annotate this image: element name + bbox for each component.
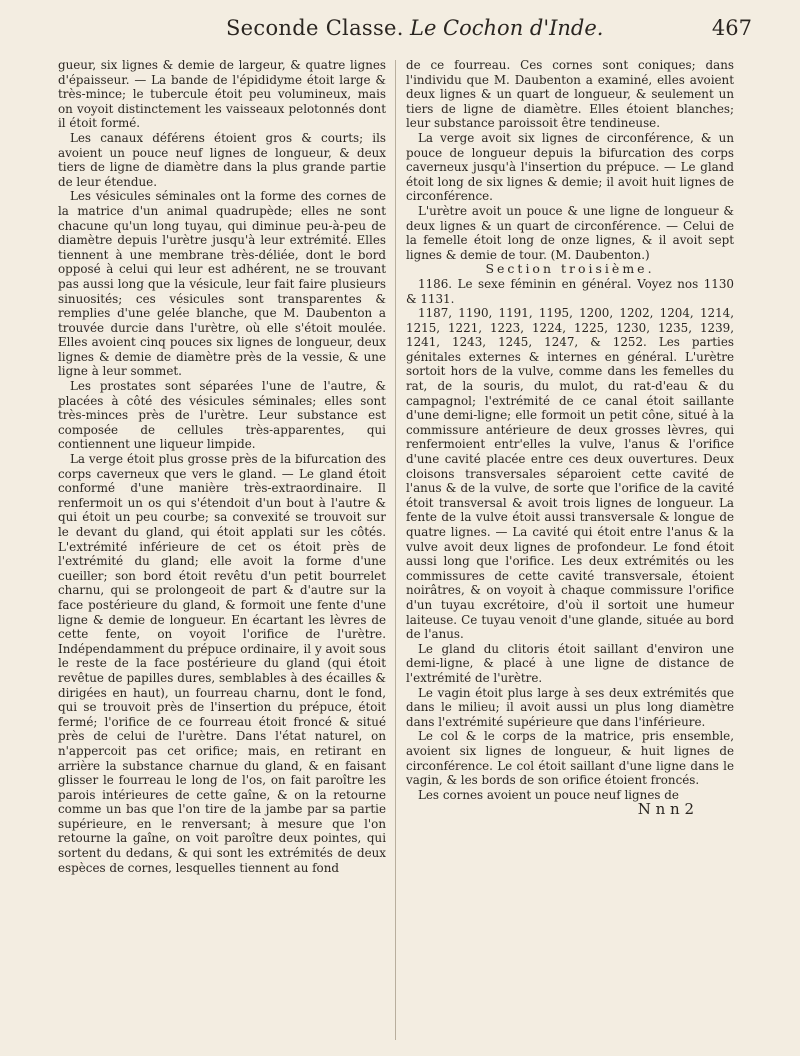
- paragraph: La verge étoit plus grosse près de la bifurcation des corps caverneux que vers le gland. — Le gland étoit conformé d'une manière très-extraordinaire. Il renfermoit un os qui s'étendoit d'un bout à l'autre & qui étoit un peu courbe; sa convexité se trouvoit sur le devant du gland, qui étoit applati sur les côtés. L'extrémité inférieure de cet os étoit près de l'extrémité du gland; elle avoit la forme d'une cueiller; son bord étoit revêtu d'un petit bourrelet charnu, qui se prolongeoit de part & d'autre sur la face postérieure du gland, & formoit une fente d'une ligne & demie de longueur. En écartant les lèvres de cette fente, on voyoit l'orifice de l'urètre. Indépendamment du prépuce ordinaire, il y avoit sous le reste de la face postérieure du gland (qui étoit revêtue de papilles dures, semblables à des écailles & dirigées en haut), un fourreau charnu, dont le fond, qui se trouvoit près de l'insertion du prépuce, étoit fermé; l'orifice de ce fourreau étoit froncé & situé près de celui de l'urètre. Dans l'état naturel, on n'appercoit pas cet orifice; mais, en retirant en arrière la substance charnue du gland, & en faisant glisser le fourreau le long de l'os, on fait paroître les parois intérieures de cette gaîne, & on la retourne comme un bas que l'on tire de la jambe par sa partie supérieure, en le renversant; à mesure que l'on retourne la gaîne, on voit paroître deux pointes, qui sortent du dedans, & qui sont les extrémités de deux espèces de cornes, lesquelles tiennent au fond: [58, 452, 386, 875]
- right-column: [406, 58, 734, 817]
- paragraph: L'urètre avoit un pouce & une ligne de longueur & deux lignes & un quart de circonférence. — Celui de la femelle étoit long de onze lignes, & il avoit sept lignes & demie de tour. (M. Daubenton.): [406, 203, 734, 262]
- column-divider: [395, 60, 396, 1040]
- section-heading: Section troisième.: [485, 261, 655, 277]
- paragraph: gueur, six lignes & demie de largeur, & quatre lignes d'épaisseur. — La bande de l'épididyme étoit large & très-mince; le tubercule étoit peu volumineux, mais on voyoit distinctement les vaisseaux pelotonnés dont il étoit formé.: [58, 58, 386, 131]
- paragraph: La verge avoit six lignes de circonférence, & un pouce de longueur depuis la bifurcation des corps caverneux jusqu'à l'insertion du prépuce. — Le gland étoit long de six lignes & demie; il avoit huit lignes de circonférence.: [406, 130, 734, 204]
- paragraph: Les canaux déférens étoient gros & courts; ils avoient un pouce neuf lignes de longueur, & deux tiers de ligne de diamètre dans la plus grande partie de leur étendue.: [58, 130, 386, 189]
- signature-mark: N n n 2: [637, 800, 694, 819]
- paragraph: Les vésicules séminales ont la forme des cornes de la matrice d'un animal quadrupède; elles ne sont chacune qu'un long tuyau, qui diminue peu-à-peu de diamètre depuis l'urètre jusqu'à leur extrémité. Elles tiennent à une membrane très-déliée, dont le bord opposé à celui qui leur est adhérent, ne se trouvant pas aussi long que la vésicule, leur fait faire plusieurs sinuosités; ces vésicules sont transparentes & remplies d'une gelée blanche, que M. Daubenton a trouvée durcie dans l'urètre, où elle s'étoit moulée. Elles avoient cinq pouces six lignes de longueur, deux lignes & demie de diamètre près de la vessie, & une ligne à leur sommet.: [58, 189, 386, 379]
- paragraph: 1187, 1190, 1191, 1195, 1200, 1202, 1204, 1214, 1215, 1221, 1223, 1224, 1225, 1230, 1235, 1239, 1241, 1243, 1245, 1247, & 1252. Les parties génitales externes & internes en général. L'urètre sortoit hors de la vulve, comme dans les femelles du rat, de la souris, du mulot, du rat-d'eau & du campagnol; l'extrémité de ce canal étoit saillante d'une demi-ligne; elle formoit un petit cône, situé à la commissure antérieure de deux grosses lèvres, qui renfermoient entr'elles la vulve, l'anus & l'orifice d'une cavité placée entre ces deux ouvertures. Deux cloisons transversales séparoient cette cavité de l'anus & de la vulve, de sorte que l'orifice de la cavité étoit transversal & avoit trois lignes de longueur. La fente de la vulve étoit aussi transversale & longue de quatre lignes. — La cavité qui étoit entre l'anus & la vulve avoit deux lignes de profondeur. Le fond étoit aussi long que l'orifice. Les deux extrémités ou les commissures de cette cavité transversale, étoient noirâtres, & on voyoit à chaque commissure l'orifice d'un tuyau excrétoire, d'où il sortoit une humeur laiteuse. Ce tuyau venoit d'une glande, située au bord de l'anus.: [406, 306, 734, 642]
- left-column: [58, 58, 386, 875]
- paragraph: Le col & le corps de la matrice, pris ensemble, avoient six lignes de longueur, & huit lignes de circonférence. Le col étoit saillant d'une ligne dans le vagin, & les bords de son orifice étoient froncés.: [406, 729, 734, 788]
- running-head-section: Seconde Classe.: [226, 16, 404, 40]
- page-number: 467: [711, 16, 752, 40]
- paragraph: de ce fourreau. Ces cornes sont coniques; dans l'individu que M. Daubenton a examiné, elles avoient deux lignes & un quart de longueur, & seulement un tiers de ligne de diamètre. Elles étoient blanches; leur substance paroissoit être tendineuse.: [406, 58, 734, 131]
- paragraph: 1186. Le sexe féminin en général. Voyez nos 1130 & 1131.: [406, 276, 734, 306]
- paragraph: Les prostates sont séparées l'une de l'autre, & placées à côté des vésicules séminales; elles sont très-minces près de l'urètre. Leur substance est composée de cellules très-apparentes, qui contiennent une liqueur limpide.: [58, 379, 386, 452]
- paragraph: Le vagin étoit plus large à ses deux extrémités que dans le milieu; il avoit aussi un plus long diamètre dans l'extrémité supérieure que dans l'inférieure.: [406, 685, 734, 729]
- running-head-title: Le Cochon d'Inde.: [410, 16, 604, 40]
- paragraph: Les cornes avoient un pouce neuf lignes de: [418, 787, 679, 802]
- running-header: [40, 14, 760, 48]
- paragraph: Le gland du clitoris étoit saillant d'environ une demi-ligne, & placé à une ligne de distance de l'extrémité de l'urètre.: [406, 641, 734, 685]
